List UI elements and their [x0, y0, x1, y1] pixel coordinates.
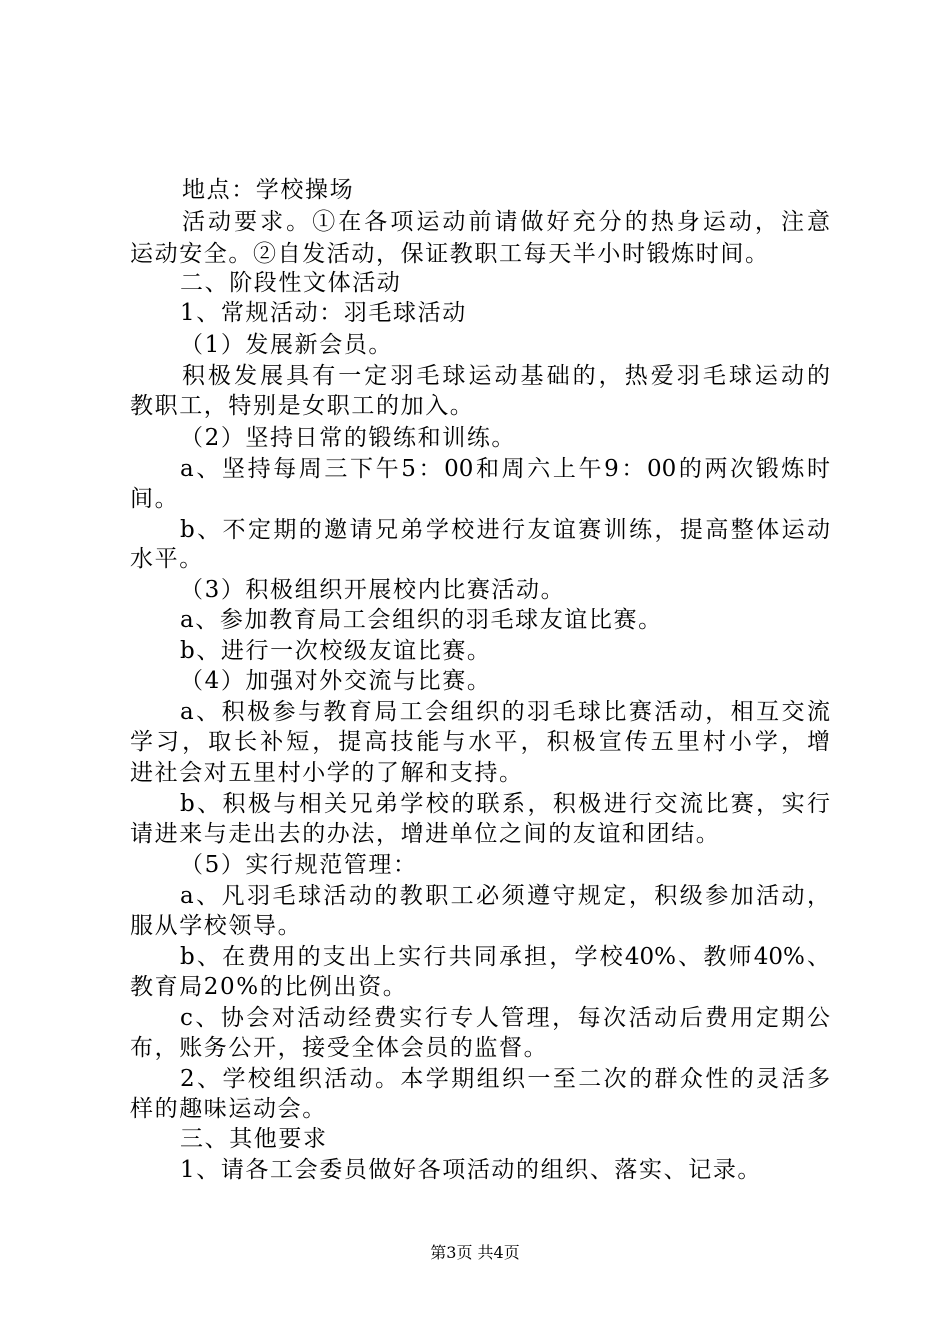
text-line: a、参加教育局工会组织的羽毛球友谊比赛。	[180, 607, 663, 633]
page-number-footer: 第3页 共4页	[430, 1243, 520, 1262]
text-line: 1、请各工会委员做好各项活动的组织、落实、记录。	[180, 1157, 763, 1183]
text-line: a、凡羽毛球活动的教职工必须遵守规定，积级参加活动，	[180, 883, 830, 909]
text-line: （5）实行规范管理：	[180, 852, 418, 878]
text-line: 积极发展具有一定羽毛球运动基础的，热爱羽毛球运动的	[182, 363, 830, 389]
text-line: （1）发展新会员。	[180, 332, 394, 358]
text-line: 活动要求。①在各项运动前请做好充分的热身运动，注意	[182, 209, 830, 235]
text-line: 水平。	[130, 546, 204, 572]
text-line: 服从学校领导。	[130, 913, 303, 939]
text-line: 学习，取长补短，提高技能与水平，积极宣传五里村小学，增	[130, 729, 830, 755]
text-line: （2）坚持日常的锻练和训练。	[180, 425, 517, 451]
text-line: 样的趣味运动会。	[130, 1096, 327, 1122]
text-line: 地点：学校操场	[182, 177, 355, 203]
text-line: 进社会对五里村小学的了解和支持。	[130, 760, 524, 786]
subsection-heading: 1、常规活动：羽毛球活动	[180, 300, 467, 326]
text-line: 运动安全。②自发活动，保证教职工每天半小时锻炼时间。	[130, 241, 770, 267]
text-line: b、不定期的邀请兄弟学校进行友谊赛训练，提高整体运动	[180, 517, 830, 543]
text-line: 2、学校组织活动。本学期组织一至二次的群众性的灵活多	[180, 1066, 830, 1092]
text-line: b、在费用的支出上实行共同承担，学校40%、教师40%、	[180, 944, 830, 970]
text-line: 请进来与走出去的办法，增进单位之间的友谊和团结。	[130, 821, 721, 847]
text-line: c、协会对活动经费实行专人管理，每次活动后费用定期公	[180, 1005, 830, 1031]
section-heading: 二、阶段性文体活动	[180, 270, 402, 296]
text-line: b、积极与相关兄弟学校的联系，积极进行交流比赛，实行	[180, 791, 830, 817]
text-line: （4）加强对外交流与比赛。	[180, 668, 492, 694]
text-line: 布，账务公开，接受全体会员的监督。	[130, 1035, 549, 1061]
text-line: 教育局20%的比例出资。	[130, 974, 408, 1000]
text-line: 教职工，特别是女职工的加入。	[130, 393, 475, 419]
text-line: （3）积极组织开展校内比赛活动。	[180, 577, 566, 603]
text-line: b、进行一次校级友谊比赛。	[180, 638, 492, 664]
text-line: a、积极参与教育局工会组织的羽毛球比赛活动，相互交流	[180, 699, 830, 725]
section-heading: 三、其他要求	[180, 1126, 328, 1152]
text-line: 间。	[130, 486, 180, 512]
text-line: a、坚持每周三下午5：00和周六上午9：00的两次锻炼时	[180, 456, 830, 482]
